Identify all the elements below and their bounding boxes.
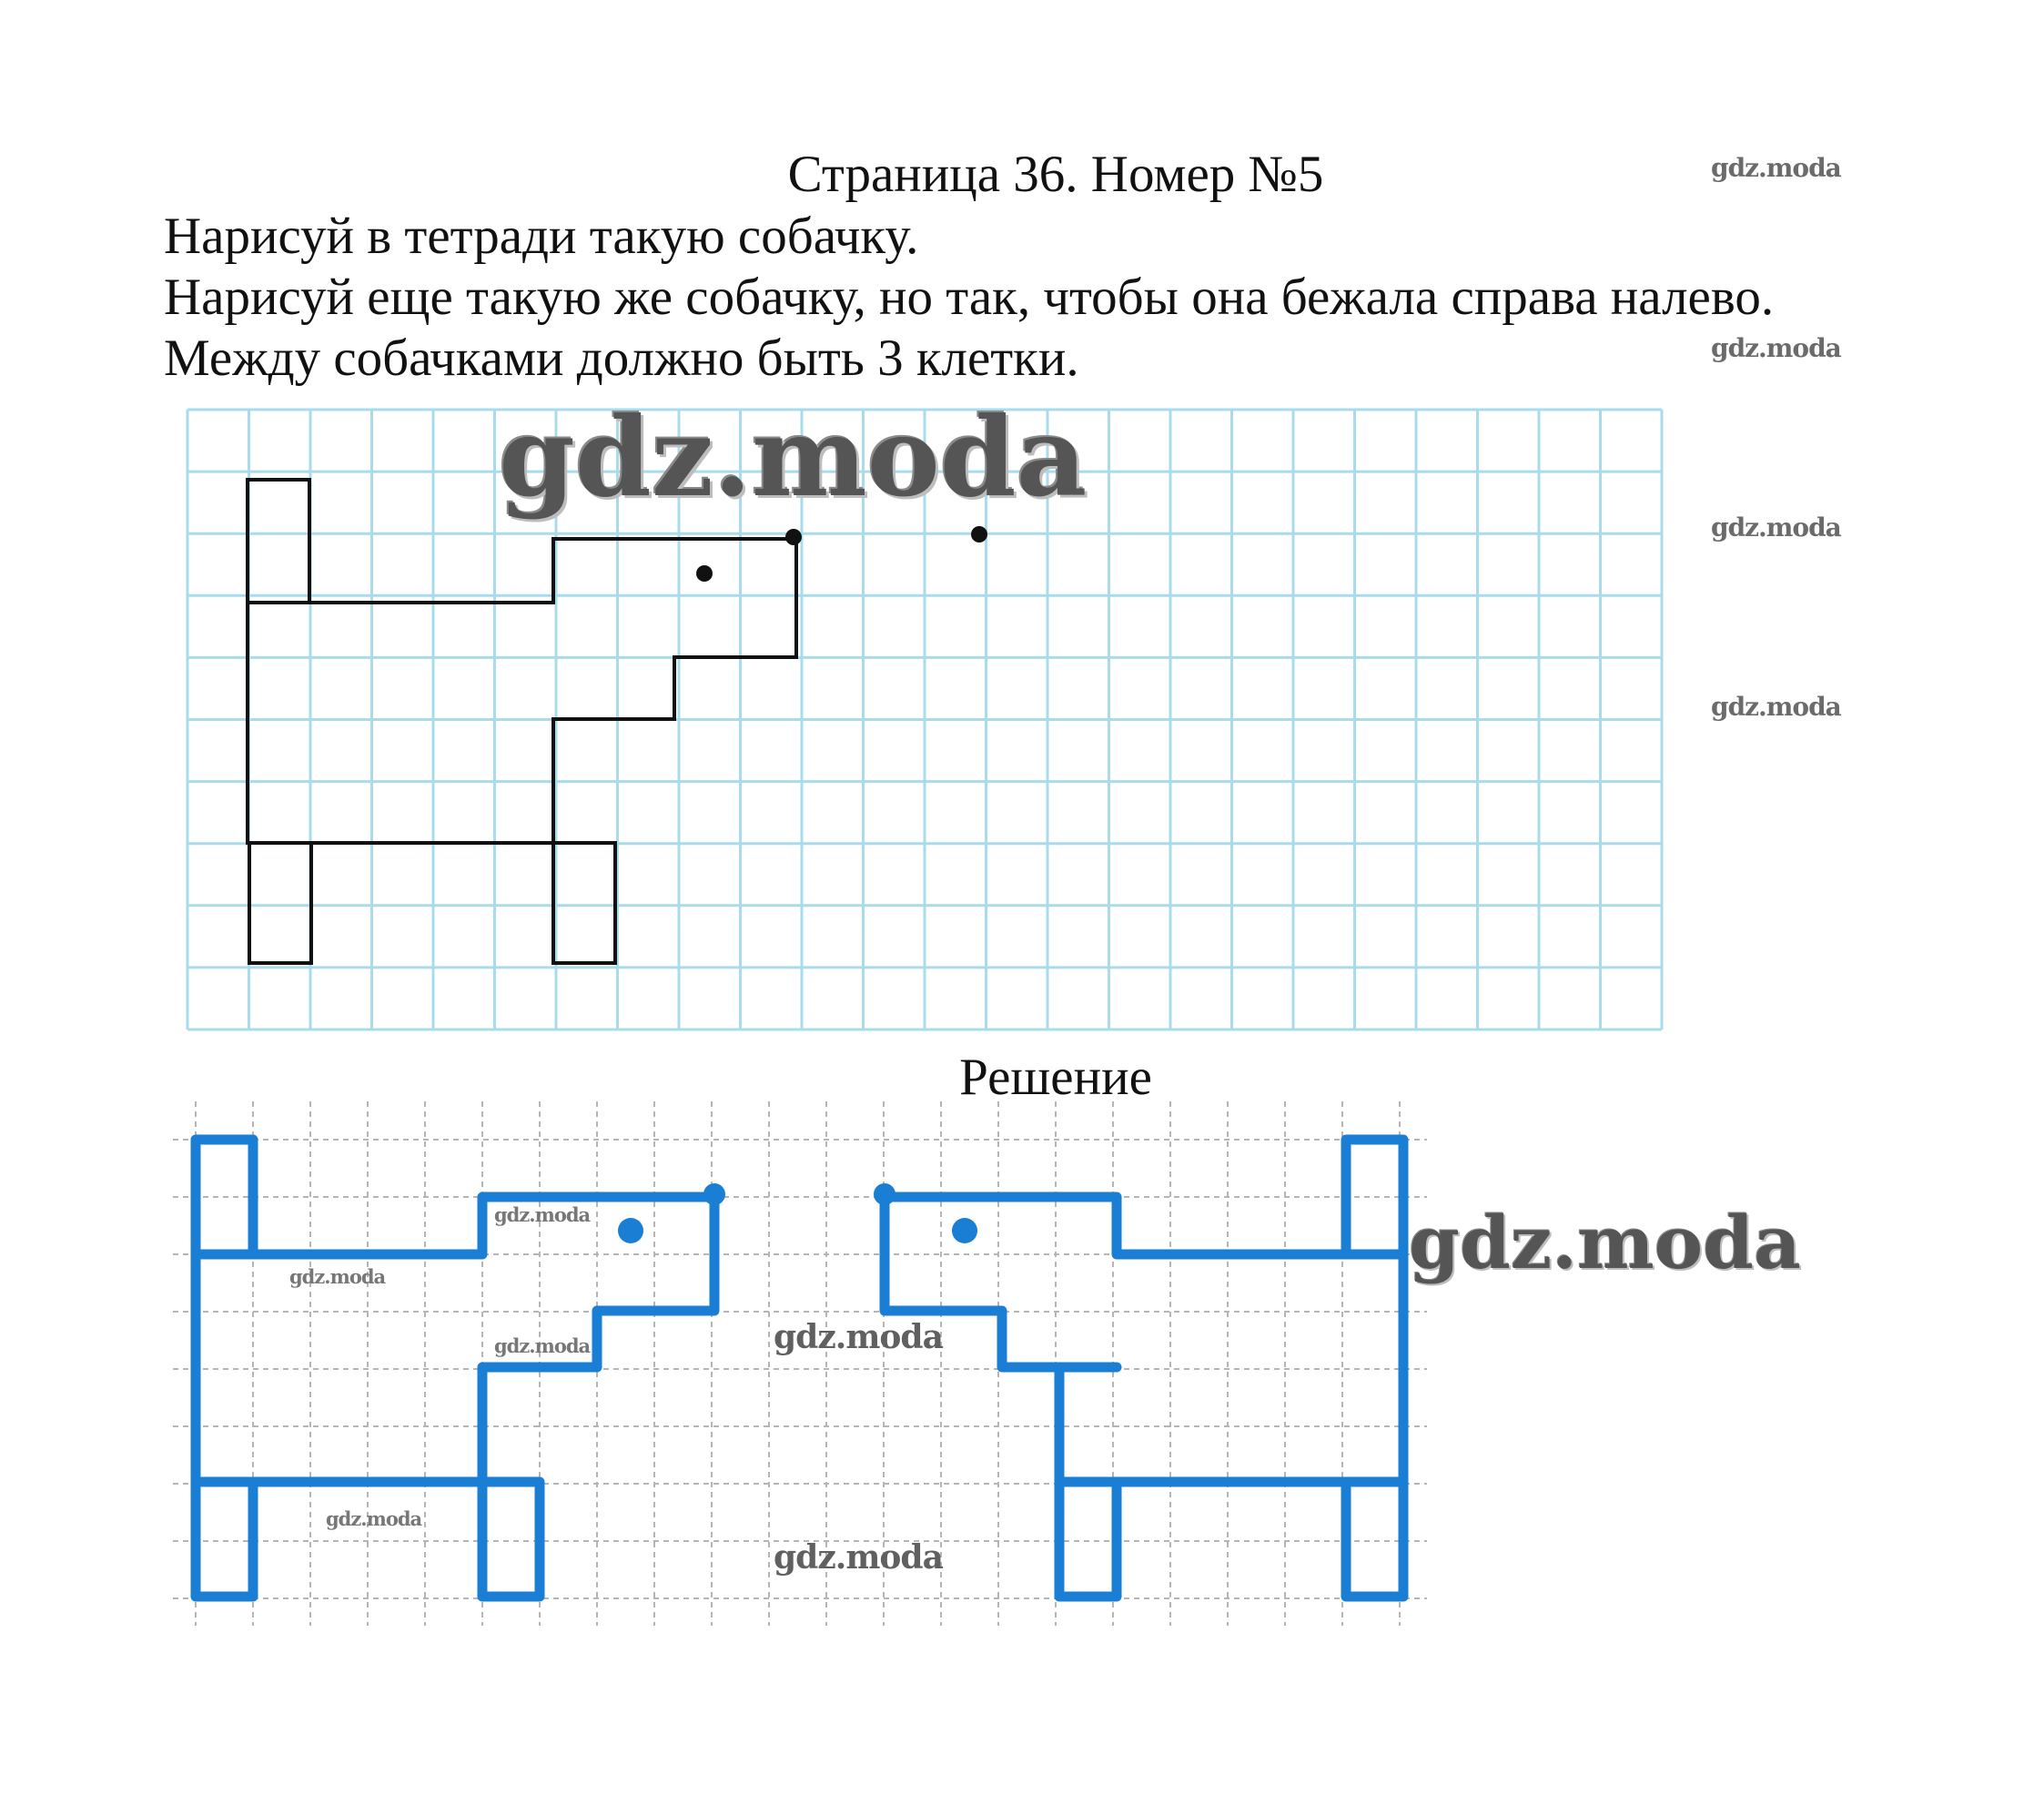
- solution-left-eye: [618, 1218, 643, 1243]
- dog-back-leg: [249, 843, 311, 963]
- solution-right-eye: [952, 1218, 977, 1243]
- task-line-2: Нарисуй еще такую же собачку, но так, чтобы она бежала справа налево.: [164, 269, 1775, 326]
- watermark: gdz.moda: [1711, 512, 1841, 543]
- watermark: gdz.moda: [774, 1318, 943, 1356]
- watermark: gdz.moda: [289, 1265, 386, 1288]
- dog-ear: [248, 480, 309, 603]
- page-title: Страница 36. Номер №5: [787, 146, 1324, 203]
- dog-body-outline: [248, 539, 796, 843]
- task-line-3: Между собачками должно быть 3 клетки.: [164, 330, 1079, 387]
- watermark: gdz.moda: [494, 1203, 591, 1226]
- dog-front-leg: [553, 843, 615, 963]
- watermark: gdz.moda: [1409, 1200, 1801, 1285]
- watermark: gdz.moda: [494, 1334, 591, 1357]
- solution-right-nose: [874, 1183, 896, 1205]
- dog-nose-point: [785, 529, 802, 545]
- watermark: gdz.moda: [1711, 333, 1841, 363]
- solution-right-front-leg: [1059, 1482, 1117, 1597]
- watermark: gdz.moda: [326, 1507, 422, 1530]
- watermark: gdz.moda: [499, 393, 1088, 522]
- solution-left-front-leg: [482, 1482, 540, 1597]
- dog-eye: [696, 565, 713, 582]
- solution-left-nose: [703, 1183, 725, 1205]
- watermark: gdz.moda: [1711, 692, 1841, 722]
- watermark: gdz.moda: [1711, 153, 1841, 183]
- solution-right-back-leg: [1346, 1482, 1403, 1597]
- reference-point: [971, 526, 987, 543]
- watermark: gdz.moda: [774, 1538, 943, 1577]
- solution-left-back-leg: [196, 1482, 253, 1597]
- solution-label: Решение: [959, 1049, 1152, 1106]
- problem-dog: [248, 480, 796, 963]
- task-line-1: Нарисуй в тетради такую собачку.: [164, 208, 919, 265]
